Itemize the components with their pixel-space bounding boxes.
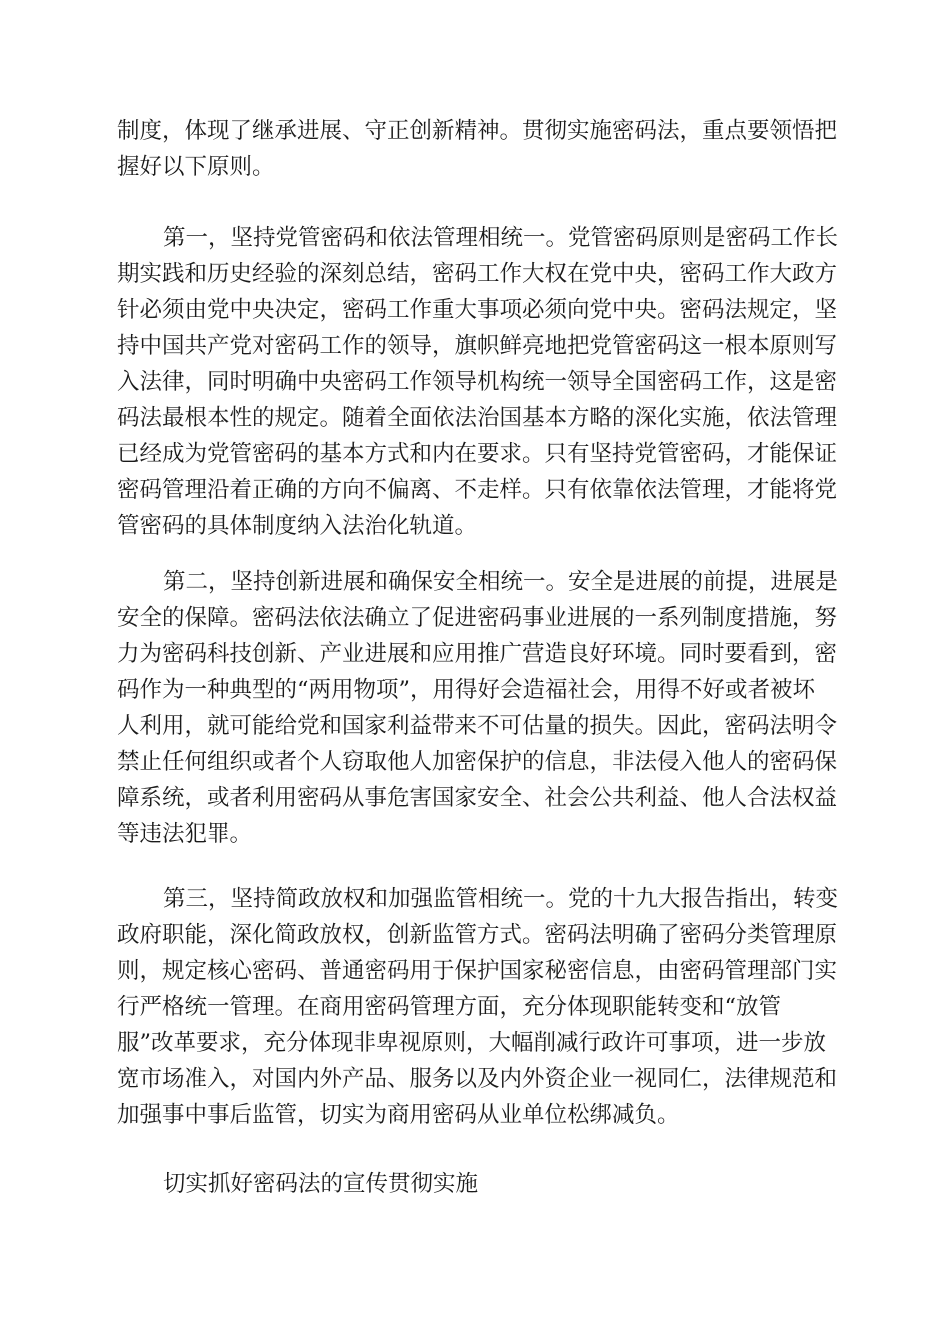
text-line: 密码管理沿着正确的方向不偏离、不走样。只有依靠依法管理，才能将党 <box>117 477 838 503</box>
text-line: 已经成为党管密码的基本方式和内在要求。只有坚持党管密码，才能保证 <box>117 441 838 467</box>
text-line: 入法律，同时明确中央密码工作领导机构统一领导全国密码工作，这是密 <box>117 369 838 395</box>
text-line: 第一，坚持党管密码和依法管理相统一。党管密码原则是密码工作长 <box>163 225 839 251</box>
text-line: 政府职能，深化简政放权，创新监管方式。密码法明确了密码分类管理原 <box>117 922 838 948</box>
text-line: 人利用，就可能给党和国家利益带来不可估量的损失。因此，密码法明令 <box>117 713 838 739</box>
paragraph-continuation <box>117 113 838 185</box>
text-line: 握好以下原则。 <box>117 154 275 180</box>
text-line: 加强事中事后监管，切实为商用密码从业单位松绑减负。 <box>117 1102 680 1128</box>
paragraph-second-principle <box>117 564 839 852</box>
text-line: 持中国共产党对密码工作的领导，旗帜鲜亮地把党管密码这一根本原则写 <box>117 333 838 359</box>
text-line: 制度，体现了继承进展、守正创新精神。贯彻实施密码法，重点要领悟把 <box>117 118 838 144</box>
text-line: 行严格统一管理。在商用密码管理方面，充分体现职能转变和“放管 <box>117 994 782 1020</box>
text-line: 力为密码科技创新、产业进展和应用推广营造良好环境。同时要看到，密 <box>117 641 838 667</box>
text-line: 第二，坚持创新进展和确保安全相统一。安全是进展的前提，进展是 <box>163 569 839 595</box>
paragraph-third-principle <box>117 881 839 1133</box>
text-line: 等违法犯罪。 <box>117 821 253 847</box>
text-line: 禁止任何组织或者个人窃取他人加密保护的信息，非法侵入他人的密码保 <box>117 749 838 775</box>
section-heading <box>117 1166 833 1202</box>
text-line: 码法最根本性的规定。随着全面依法治国基本方略的深化实施，依法管理 <box>117 405 838 431</box>
text-line: 障系统，或者利用密码从事危害国家安全、社会公共利益、他人合法权益 <box>117 785 838 811</box>
text-line: 宽市场准入，对国内外产品、服务以及内外资企业一视同仁，法律规范和 <box>117 1066 838 1092</box>
text-line: 则，规定核心密码、普通密码用于保护国家秘密信息，由密码管理部门实 <box>117 958 838 984</box>
text-line: 服”改革要求，充分体现非卑视原则，大幅削减行政许可事项，进一步放 <box>117 1030 827 1056</box>
text-line: 管密码的具体制度纳入法治化轨道。 <box>117 513 478 539</box>
text-line: 码作为一种典型的“两用物项”，用得好会造福社会，用得不好或者被坏 <box>117 677 816 703</box>
text-line: 期实践和历史经验的深刻总结，密码工作大权在党中央，密码工作大政方 <box>117 261 838 287</box>
text-line: 切实抓好密码法的宣传贯彻实施 <box>163 1171 479 1197</box>
text-line: 安全的保障。密码法依法确立了促进密码事业进展的一系列制度措施，努 <box>117 605 838 631</box>
text-line: 针必须由党中央决定，密码工作重大事项必须向党中央。密码法规定，坚 <box>117 297 838 323</box>
paragraph-first-principle <box>117 220 839 544</box>
text-line: 第三，坚持简政放权和加强监管相统一。党的十九大报告指出，转变 <box>163 886 839 912</box>
